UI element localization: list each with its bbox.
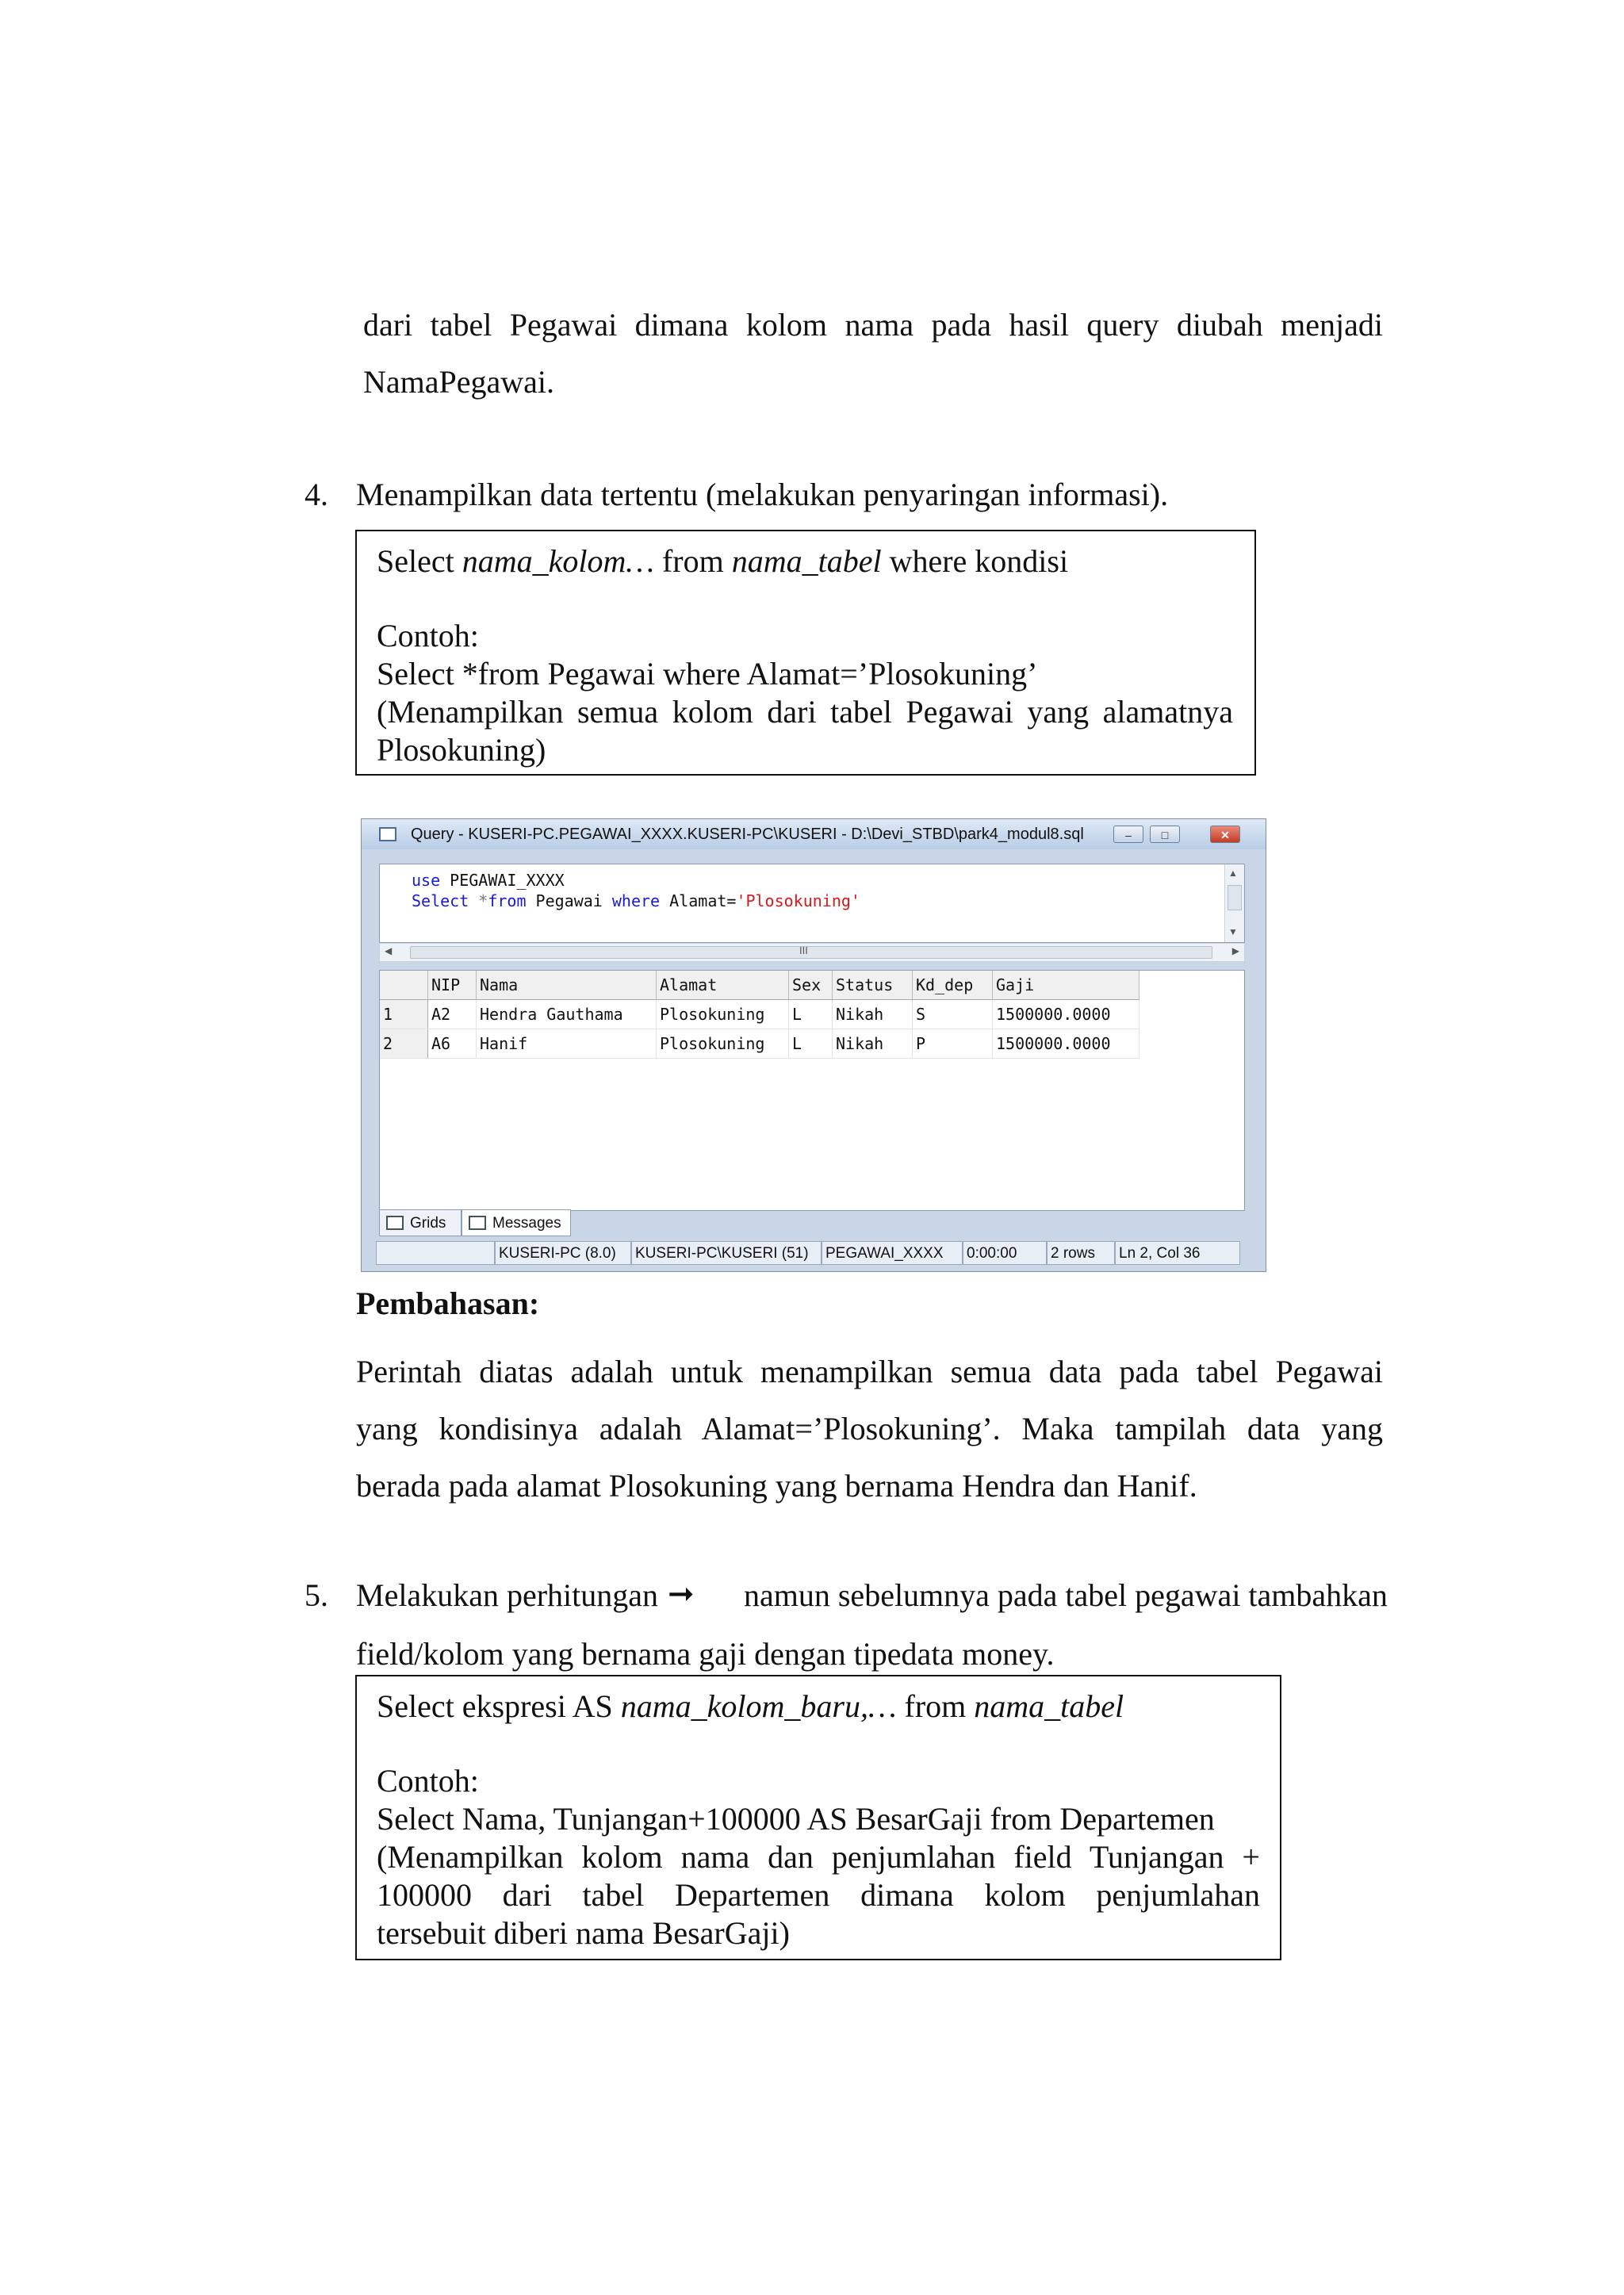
maximize-button[interactable]: □ — [1150, 826, 1180, 843]
syntax-line — [377, 1688, 1260, 1726]
syntax-placeholder: nama_kolom_baru,… — [620, 1688, 897, 1724]
explain-line-2: 100000 dari tabel Departemen dimana kolom penjumlahan — [377, 1877, 1260, 1913]
cell-nama[interactable]: Hendra Gauthama — [477, 1000, 657, 1029]
sql-editor[interactable] — [379, 864, 1245, 943]
cell-gaji[interactable]: 1500000.0000 — [993, 1029, 1139, 1059]
item-5-line-2: field/kolom yang bernama gaji dengan tipedata money. — [356, 1636, 1055, 1672]
row-number: 1 — [380, 1000, 428, 1029]
syntax-placeholder: nama_kolom… — [462, 543, 654, 579]
explain-line-1: (Menampilkan kolom nama dan penjumlahan field Tunjangan + — [377, 1839, 1260, 1875]
explain-line-1: (Menampilkan semua kolom dari tabel Pegawai yang alamatnya — [377, 694, 1233, 730]
column-header[interactable]: Status — [833, 971, 913, 1000]
explain-line-3: tersebuit diberi nama BesarGaji) — [377, 1915, 790, 1951]
title-bar — [362, 819, 1266, 849]
row-number-header — [380, 971, 428, 1000]
cell-kd-dep[interactable]: S — [913, 1000, 993, 1029]
pembahasan-heading: Pembahasan: — [356, 1285, 540, 1321]
pembahasan-line-3: berada pada alamat Plosokuning yang bernama Hendra dan Hanif. — [356, 1468, 1197, 1504]
query-window — [361, 818, 1266, 1272]
results-table — [380, 971, 1139, 1059]
column-header[interactable]: Sex — [789, 971, 833, 1000]
tab-label: Grids — [410, 1215, 446, 1232]
syntax-text: Select — [377, 543, 462, 579]
code-text: PEGAWAI_XXXX — [440, 871, 565, 890]
editor-horizontal-scrollbar[interactable] — [379, 943, 1245, 962]
item-5-number: 5. — [304, 1577, 328, 1613]
status-database: PEGAWAI_XXXX — [822, 1241, 963, 1265]
string-literal: 'Plosokuning' — [736, 891, 860, 910]
column-header[interactable]: Alamat — [657, 971, 789, 1000]
status-position: Ln 2, Col 36 — [1115, 1241, 1240, 1265]
column-header[interactable]: Kd_dep — [913, 971, 993, 1000]
cell-nama[interactable]: Hanif — [477, 1029, 657, 1059]
explain-line-2: Plosokuning) — [377, 732, 546, 768]
scroll-grip: III — [799, 944, 808, 956]
example-line: Select *from Pegawai where Alamat=’Plosokuning’ — [377, 656, 1038, 692]
intro-line-2: NamaPegawai. — [363, 364, 555, 400]
cell-nip[interactable]: A2 — [428, 1000, 477, 1029]
scroll-thumb[interactable] — [1228, 885, 1242, 910]
syntax-line — [377, 542, 1233, 580]
scroll-left-icon[interactable]: ◀ — [385, 945, 393, 956]
pembahasan-line-1: Perintah diatas adalah untuk menampilkan semua data pada tabel Pegawai — [356, 1354, 1383, 1389]
cell-status[interactable]: Nikah — [833, 1029, 913, 1059]
syntax-placeholder: nama_tabel — [974, 1688, 1124, 1724]
query-app-icon — [379, 827, 396, 841]
syntax-box-5 — [355, 1675, 1281, 1960]
syntax-text: where kondisi — [881, 543, 1069, 579]
tab-grids[interactable] — [379, 1209, 462, 1236]
status-rows: 2 rows — [1047, 1241, 1115, 1265]
keyword: Select — [412, 891, 469, 910]
syntax-placeholder: nama_tabel — [731, 543, 882, 579]
syntax-box-4 — [355, 530, 1256, 776]
item-5-heading-a: Melakukan perhitungan — [356, 1577, 658, 1613]
close-button[interactable]: ✕ — [1210, 826, 1240, 843]
scroll-up-icon[interactable]: ▲ — [1228, 868, 1238, 879]
status-empty — [376, 1241, 495, 1265]
scroll-thumb[interactable] — [410, 946, 1212, 959]
minimize-button[interactable]: – — [1113, 826, 1143, 843]
item-4-heading: Menampilkan data tertentu (melakukan penyaringan informasi). — [356, 477, 1169, 512]
results-grid[interactable] — [379, 970, 1245, 1211]
messages-icon — [469, 1216, 486, 1230]
example-line: Select Nama, Tunjangan+100000 AS BesarGaji from Departemen — [377, 1801, 1215, 1837]
status-bar — [376, 1239, 1248, 1266]
cell-alamat[interactable]: Plosokuning — [657, 1029, 789, 1059]
table-row[interactable] — [380, 1029, 1139, 1059]
status-server: KUSERI-PC (8.0) — [495, 1241, 631, 1265]
cell-kd-dep[interactable]: P — [913, 1029, 993, 1059]
item-5-heading-b: namun sebelumnya pada tabel pegawai tambahkan — [744, 1577, 1388, 1613]
status-elapsed: 0:00:00 — [963, 1241, 1047, 1265]
column-header[interactable]: Gaji — [993, 971, 1139, 1000]
column-header[interactable]: NIP — [428, 971, 477, 1000]
code-line-2 — [412, 891, 860, 910]
code-text: Alamat= — [660, 891, 737, 910]
keyword: from — [488, 891, 527, 910]
cell-sex[interactable]: L — [789, 1029, 833, 1059]
table-row[interactable] — [380, 1000, 1139, 1029]
syntax-text: from — [653, 543, 732, 579]
tab-messages[interactable] — [462, 1209, 571, 1236]
cell-alamat[interactable]: Plosokuning — [657, 1000, 789, 1029]
grid-header-row — [380, 971, 1139, 1000]
cell-sex[interactable]: L — [789, 1000, 833, 1029]
intro-line-1: dari tabel Pegawai dimana kolom nama pada hasil query diubah menjadi — [363, 307, 1383, 343]
cell-gaji[interactable]: 1500000.0000 — [993, 1000, 1139, 1029]
cell-nip[interactable]: A6 — [428, 1029, 477, 1059]
arrow-right-icon: ➞ — [668, 1576, 695, 1611]
scroll-down-icon[interactable]: ▼ — [1228, 926, 1238, 937]
contoh-label: Contoh: — [377, 618, 479, 653]
pembahasan-line-2: yang kondisinya adalah Alamat=’Plosokuning’. Maka tampilah data yang — [356, 1411, 1383, 1446]
tab-label: Messages — [492, 1215, 561, 1232]
row-number: 2 — [380, 1029, 428, 1059]
keyword: where — [611, 891, 661, 910]
editor-vertical-scrollbar[interactable] — [1224, 864, 1244, 942]
item-4-number: 4. — [304, 477, 328, 512]
cell-status[interactable]: Nikah — [833, 1000, 913, 1029]
syntax-text: Select ekspresi AS — [377, 1688, 621, 1724]
grid-icon — [386, 1216, 404, 1230]
code-text: * — [469, 891, 488, 910]
window-title: Query - KUSERI-PC.PEGAWAI_XXXX.KUSERI-PC\KUSERI - D:\Devi_STBD\park4_modul8.sql — [411, 826, 1084, 843]
keyword: use — [412, 871, 441, 890]
code-text: Pegawai — [526, 891, 612, 910]
scroll-right-icon[interactable]: ▶ — [1231, 945, 1239, 956]
status-login: KUSERI-PC\KUSERI (51) — [631, 1241, 822, 1265]
contoh-label: Contoh: — [377, 1763, 479, 1799]
code-line-1 — [412, 871, 565, 890]
column-header[interactable]: Nama — [477, 971, 657, 1000]
syntax-text: from — [896, 1688, 975, 1724]
